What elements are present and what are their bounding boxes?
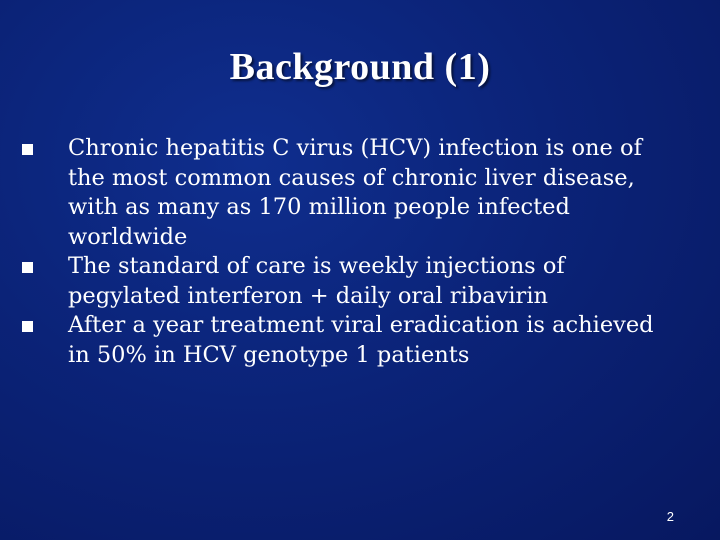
bullet-item-2 bbox=[68, 252, 668, 311]
square-bullet-icon bbox=[22, 144, 33, 155]
bullet-item-1 bbox=[68, 134, 668, 252]
bullet-text: The standard of care is weekly injections of pegylated interferon + daily oral ribavirin bbox=[68, 253, 565, 309]
page-number: 2 bbox=[666, 509, 674, 524]
bullet-list bbox=[68, 134, 668, 370]
square-bullet-icon bbox=[22, 262, 33, 273]
square-bullet-icon bbox=[22, 321, 33, 332]
bullet-item-3 bbox=[68, 311, 668, 370]
bullet-text: Chronic hepatitis C virus (HCV) infection is one of the most common causes of chronic liver disease, with as many as 170 million people infected worldwide bbox=[68, 135, 642, 250]
bullet-text: After a year treatment viral eradication is achieved in 50% in HCV genotype 1 patients bbox=[68, 312, 654, 368]
slide-title: Background (1) bbox=[229, 46, 491, 88]
